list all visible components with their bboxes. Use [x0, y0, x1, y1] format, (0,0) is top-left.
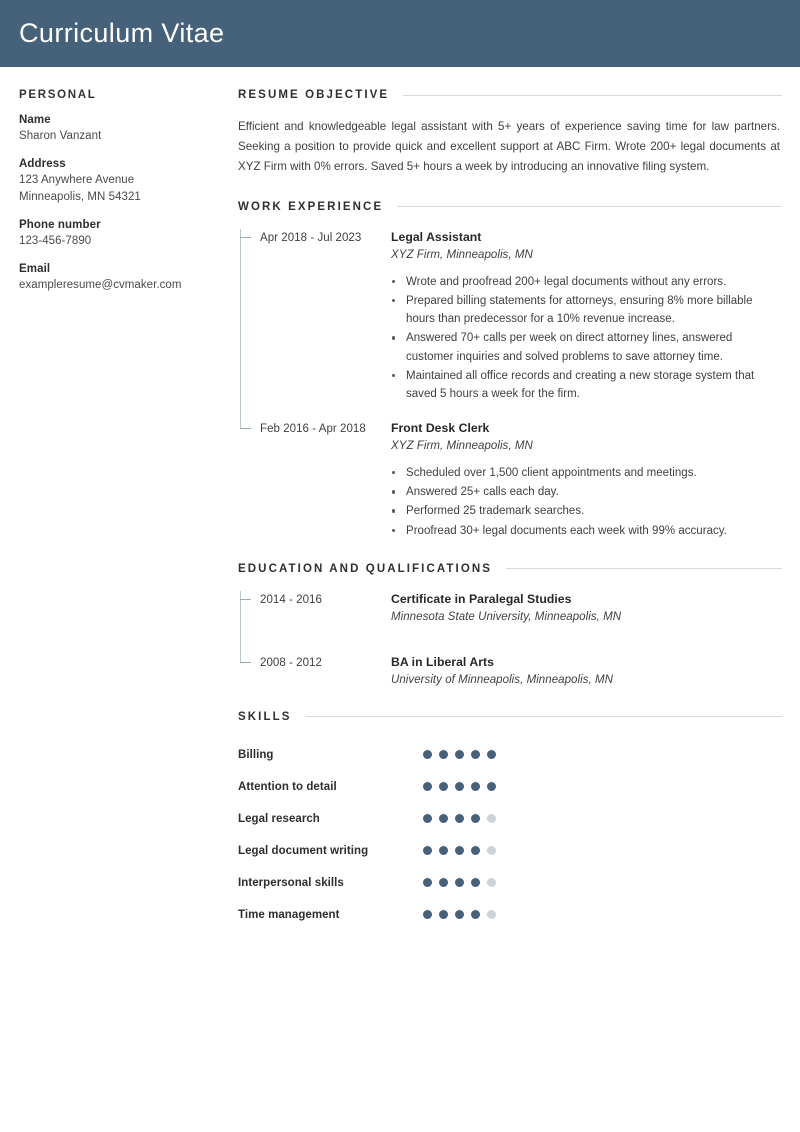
- timeline-tick-icon: [240, 428, 251, 429]
- rating-dot-filled-icon: [439, 910, 448, 919]
- entry-bullet-item: Prepared billing statements for attorneys, ensuring 8% more billable hours than predecessor for a 10% revenue increase.: [391, 292, 782, 328]
- rating-dot-filled-icon: [471, 878, 480, 887]
- section-title-skills: SKILLS: [238, 710, 292, 723]
- work-entry-list: [260, 229, 782, 541]
- objective-text: Efficient and knowledgeable legal assistant with 5+ years of experience saving time for law partners. Seeking a position to provide quick and excellent support at ABC Firm. Wrote 200+ legal documents at XYZ Firm with 0% errors. Saved 5+ hours a week by introducing an innovative filing system.: [238, 120, 780, 173]
- personal-field-value: 123 Anywhere Avenue: [19, 174, 135, 187]
- entry-bullet-item: Performed 25 trademark searches.: [391, 502, 782, 520]
- skill-rating-dots: [423, 782, 496, 791]
- personal-field-label: Name: [19, 114, 51, 126]
- timeline-tick-icon: [240, 237, 251, 238]
- entry-bullet-item: Maintained all office records and creating a new storage system that saved 5 hours a week for the firm.: [391, 367, 782, 403]
- section-header: [238, 89, 782, 101]
- entry-date-range: 2014 - 2016: [260, 593, 322, 606]
- personal-field: [19, 114, 226, 144]
- rating-dot-filled-icon: [455, 782, 464, 791]
- entry-date-range: 2008 - 2012: [260, 656, 322, 669]
- personal-field: [19, 263, 226, 293]
- sidebar-personal: [0, 89, 238, 308]
- rating-dot-filled-icon: [455, 750, 464, 759]
- entry-title: Front Desk Clerk: [391, 420, 490, 435]
- personal-field-label: Address: [19, 158, 66, 171]
- entry-content: [391, 591, 782, 626]
- education-timeline: [238, 591, 782, 689]
- education-entry-list: [260, 591, 782, 689]
- rating-dot-filled-icon: [439, 782, 448, 791]
- skill-rating-dots: [423, 814, 496, 823]
- section-title-work: WORK EXPERIENCE: [238, 200, 384, 213]
- section-resume-objective: [238, 89, 782, 177]
- personal-field: [19, 158, 226, 205]
- timeline-entry: [260, 591, 782, 626]
- entry-bullet-list: [391, 273, 782, 403]
- personal-field-label: Phone number: [19, 218, 101, 231]
- skill-rating-dots: [423, 878, 496, 887]
- section-education: [238, 563, 782, 689]
- skill-rating-dots: [423, 846, 496, 855]
- entry-title: BA in Liberal Arts: [391, 654, 494, 669]
- personal-field-value: 123-456-7890: [19, 234, 92, 247]
- timeline-tick-icon: [240, 599, 251, 600]
- document-title: Curriculum Vitae: [19, 18, 225, 48]
- entry-bullet-item: Proofread 30+ legal documents each week with 99% accuracy.: [391, 522, 782, 540]
- timeline-entry: [260, 654, 782, 689]
- entry-bullet-item: Wrote and proofread 200+ legal documents without any errors.: [391, 273, 782, 291]
- rating-dot-empty-icon: [487, 878, 496, 887]
- rating-dot-filled-icon: [471, 750, 480, 759]
- skill-row: [238, 739, 782, 771]
- rating-dot-filled-icon: [423, 846, 432, 855]
- section-title-education: EDUCATION AND QUALIFICATIONS: [238, 562, 493, 575]
- section-divider: [403, 95, 782, 96]
- rating-dot-empty-icon: [487, 846, 496, 855]
- entry-title: Legal Assistant: [391, 229, 482, 244]
- personal-field: [19, 219, 226, 249]
- entry-bullet-item: Answered 25+ calls each day.: [391, 483, 782, 501]
- skill-rating-list: [238, 739, 782, 931]
- timeline-tick-icon: [240, 662, 251, 663]
- entry-title: Certificate in Paralegal Studies: [391, 591, 572, 606]
- skill-row: [238, 835, 782, 867]
- rating-dot-filled-icon: [439, 846, 448, 855]
- timeline-axis-line: [240, 229, 241, 429]
- skill-rating-dots: [423, 910, 496, 919]
- entry-bullet-item: Scheduled over 1,500 client appointments and meetings.: [391, 464, 782, 482]
- document-body: [0, 67, 800, 931]
- rating-dot-filled-icon: [423, 782, 432, 791]
- document-header: [0, 0, 800, 67]
- skill-rating-dots: [423, 750, 496, 759]
- personal-field-value-line2: Minneapolis, MN 54321: [19, 190, 141, 203]
- entry-organization: XYZ Firm, Minneapolis, MN: [391, 248, 533, 261]
- timeline-entry: [260, 420, 782, 541]
- section-header: [238, 563, 782, 575]
- rating-dot-filled-icon: [423, 750, 432, 759]
- skill-label: Legal document writing: [238, 844, 369, 857]
- rating-dot-filled-icon: [423, 878, 432, 887]
- skill-label: Interpersonal skills: [238, 876, 344, 889]
- personal-field-value: exampleresume@cvmaker.com: [19, 279, 182, 292]
- section-divider: [306, 716, 783, 717]
- rating-dot-filled-icon: [487, 750, 496, 759]
- rating-dot-filled-icon: [439, 750, 448, 759]
- skill-label: Attention to detail: [238, 780, 337, 793]
- rating-dot-empty-icon: [487, 910, 496, 919]
- timeline-axis-line: [240, 591, 241, 663]
- rating-dot-filled-icon: [439, 814, 448, 823]
- skill-label: Legal research: [238, 812, 320, 825]
- section-divider: [397, 206, 782, 207]
- skill-row: [238, 867, 782, 899]
- section-header: [238, 711, 782, 723]
- rating-dot-filled-icon: [455, 910, 464, 919]
- rating-dot-empty-icon: [487, 814, 496, 823]
- section-header: [238, 201, 782, 213]
- entry-content: [391, 420, 782, 541]
- rating-dot-filled-icon: [423, 814, 432, 823]
- entry-date-range: Apr 2018 - Jul 2023: [260, 231, 362, 244]
- section-divider: [506, 568, 782, 569]
- skill-row: [238, 899, 782, 931]
- entry-bullet-list: [391, 464, 782, 540]
- timeline-entry: [260, 229, 782, 404]
- personal-field-label: Email: [19, 263, 51, 276]
- rating-dot-filled-icon: [455, 814, 464, 823]
- sidebar-heading: PERSONAL: [19, 89, 97, 101]
- section-title-objective: RESUME OBJECTIVE: [238, 89, 390, 101]
- rating-dot-filled-icon: [471, 846, 480, 855]
- rating-dot-filled-icon: [471, 814, 480, 823]
- entry-content: [391, 229, 782, 404]
- section-work-experience: [238, 201, 782, 541]
- skill-row: [238, 803, 782, 835]
- entry-organization: University of Minneapolis, Minneapolis, MN: [391, 673, 613, 686]
- entry-bullet-item: Answered 70+ calls per week on direct attorney lines, answered customer inquiries and solved problems to save attorney time.: [391, 329, 782, 365]
- work-timeline: [238, 229, 782, 541]
- entry-content: [391, 654, 782, 689]
- personal-field-value: Sharon Vanzant: [19, 130, 102, 142]
- entry-organization: Minnesota State University, Minneapolis, MN: [391, 610, 622, 623]
- rating-dot-filled-icon: [471, 910, 480, 919]
- rating-dot-filled-icon: [487, 782, 496, 791]
- main-content: [238, 89, 800, 931]
- rating-dot-filled-icon: [455, 846, 464, 855]
- skill-label: Billing: [238, 748, 274, 761]
- personal-field-list: [19, 114, 226, 294]
- rating-dot-filled-icon: [455, 878, 464, 887]
- rating-dot-filled-icon: [471, 782, 480, 791]
- skill-label: Time management: [238, 908, 340, 921]
- entry-organization: XYZ Firm, Minneapolis, MN: [391, 439, 533, 452]
- section-skills: [238, 711, 782, 931]
- entry-date-range: Feb 2016 - Apr 2018: [260, 422, 366, 435]
- rating-dot-filled-icon: [439, 878, 448, 887]
- rating-dot-filled-icon: [423, 910, 432, 919]
- skill-row: [238, 771, 782, 803]
